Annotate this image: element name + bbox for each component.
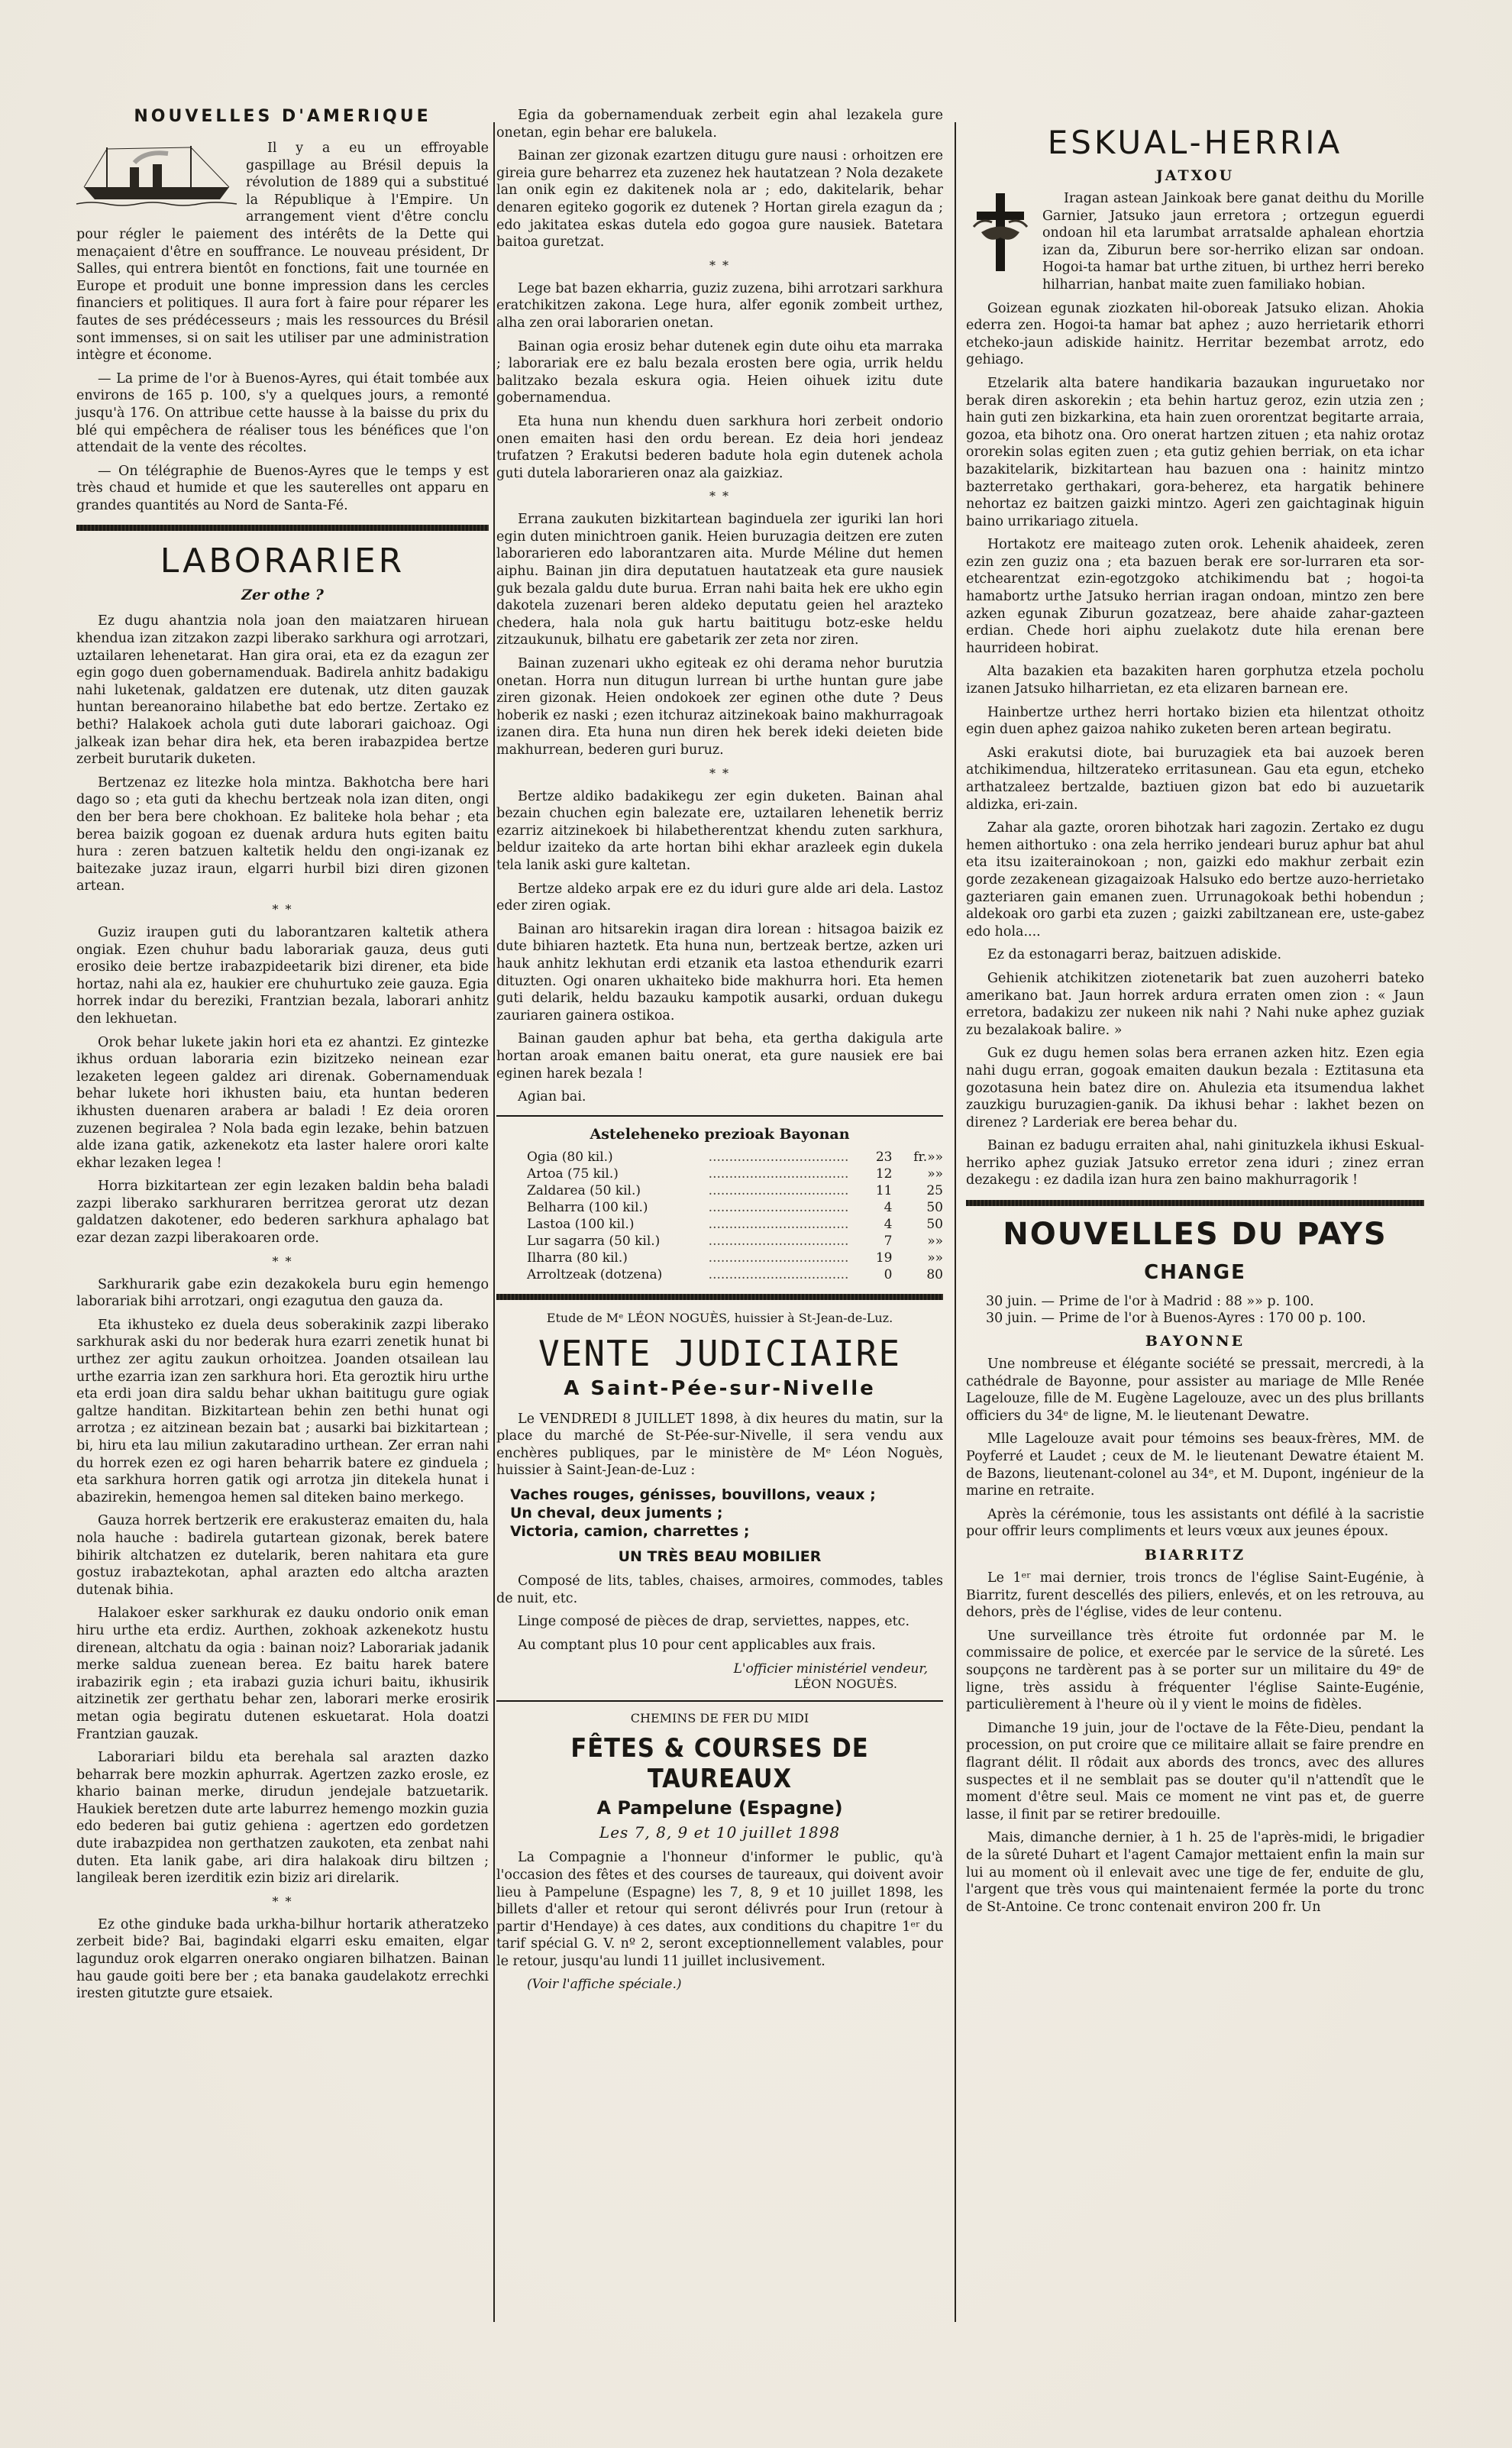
article-paragraph: Zahar ala gazte, ororen bihotzak hari zagozin. Zertako ez dugu hemen aithortuko : ona zela herriko jendeari buruz aphur bat ahul eta itsu izaiterainokoan ; non, gaizki edo makhur zerbait ezin gorde zezakenean gizagaizoak Halsuko edo bertze auzo-herrietako gazteriaren gain emanen zuen. Urrunagokoak bethi hobendun ; aldekoak oro garbi eta zuzen ; gaizki zabiltzanean ere, uste-gabez edo hola.... — [966, 820, 1424, 939]
column-middle — [496, 107, 943, 1992]
article-paragraph: Bertze aldeko arpak ere ez du iduri gure alde ari dela. Lastoz eder ziren ogiak. — [496, 881, 943, 914]
laborarier-title: LABORARIER — [160, 542, 405, 581]
article-paragraph: Etzelarik alta batere handikaria bazaukan inguruetako nor berak diren askorekin ; eta behin hartuz geroz, ezin utzia zen ; hain guti zen bizkarkina, eta hain zuen ororentzat begitarte arraia, gozoa, eta bihotz ona. Oro onerat hartzen zituen ; eta nahiz orotaz ororekin solas egiten zuen ; eta gutiz gehien berriak, on eta ichar bazakitelarik, bizkitartean hau bazuen ona : hainitz mintzo bazterretako gerthakari, gora-beherez, eta hargatik behinere nehortaz ez baitzen gaizki mintzo. Ageri zen gaichtaginak higuin baino urrikariago zituela. — [966, 375, 1424, 529]
nouvelles-paragraph-3: — On télégraphie de Buenos-Ayres que le temps y est très chaud et humide et que les sauterelles ont apparu en grandes quantités au Nord de Santa-Fé. — [76, 463, 489, 513]
steamship-icon — [76, 140, 237, 210]
vente-signature-name: LÉON NOGUÈS. — [793, 1677, 897, 1692]
section-asterism: * * — [709, 765, 731, 781]
article-paragraph: Hortakotz ere maiteago zuten orok. Lehenik ahaideek, zeren ezin zen guziz ona ; eta bazuen berak ere sor-lurraren eta sor-etchearentzat ezin-egotzgoko atchikimendu bat ; hogoi-ta hamabortz urthe Jatsuko herrian iragan ondoan, mintzo zen bere azken egunak Ziburun gozatzeaz, bere ahaide zahar-gazteen erdian. Chede hori aiphu zuelakotz dute hila erenan bere haurrideen hobirat. — [966, 537, 1424, 656]
vente-signature: L'officier ministériel vendeur, — [733, 1661, 928, 1677]
fetes-subtitle: A Pampelune (Espagne) — [596, 1797, 843, 1819]
article-paragraph: Sarkhurarik gabe ezin dezakokela buru egin hemengo laborariak bihi arrotzari, ongi ezagutua den gauza da. — [76, 1276, 489, 1310]
section-divider — [966, 1200, 1424, 1206]
change-title: CHANGE — [1144, 1261, 1246, 1285]
vente-title: VENTE JUDICIAIRE — [538, 1332, 902, 1374]
article-paragraph: Aski erakutsi diote, bai buruzagiek eta bai auzoek beren atchikimendua, hiltzerateko erritasunean. Gau eta egun, etcheko arthatzaleez bertzalde, baztiuen gizon bat edo bi auzuetarik aldizka, eri-zain. — [966, 745, 1424, 813]
column-rule-1 — [493, 122, 495, 2322]
section-divider — [76, 525, 489, 531]
article-paragraph: Lege bat bazen ekharria, guziz zuzena, bihi arrotzari sarkhura eratchikitzen zakona. Lege hura, alfer egonik zombeit urthez, alha zen orai laborarien onetan. — [496, 280, 943, 331]
article-paragraph: Guk ez dugu hemen solas bera erranen azken hitz. Ezen egia nahi dugu erran, gogoak emaiten daukun bezala : Eztitasuna eta gozotasuna hein batez dire on. Ahulezia eta itsumendua lakhet zauzkigu buruzagien-ganik. Da ikhusi behar : lakhet bezen on direnez ? Larderiak ere berea behar du. — [966, 1046, 1424, 1130]
article-paragraph: Ez dugu ahantzia nola joan den maiatzaren hiruean khendua izan zitzakon zazpi liberako sarkhura ogi arrotzari, uztailaren lehenetarat. Han gira orai, eta ez da ezagun zer egin gogo duen gobernamenduak. Badirela anhitz badakigu nahi luketenak, galdatzen ere dutenak, utz diten gauzak huntan bereanoraino hilabethe bat edo bertze. Zertako ez bethi? Halakoek achola guti dute laborari gaichoaz. Ogi jalkeak izan behar dira hek, eta beren irabazpidea bertze zerbeit burutarik duketen. — [76, 613, 489, 768]
article-paragraph: Bainan gauden aphur bat beha, eta gertha dakigula arte hortan aroak emanen baitu onerat, eta gure nausiek ere bai eginen harek bezala ! — [496, 1031, 943, 1082]
city-heading-biarritz: BIARRITZ — [1144, 1547, 1246, 1564]
mourning-cross-icon — [966, 190, 1035, 274]
article-paragraph: Alta bazakien eta bazakiten haren gorphutza etzela pocholu izanen Jatsuko hilharrietan, ez eta elizaren barnean ere. — [966, 664, 1424, 697]
eskual-herria-title: ESKUAL-HERRIA — [1047, 124, 1343, 161]
column-left — [76, 107, 489, 2009]
article-paragraph: Gehienik atchikitzen ziotenetarik bat zuen auzoherri bateko amerikano bat. Jaun horrek ardura erraten omen zion : « Jaun erretora, badakizu zer nukeen nik nahi ? Nahi nuke aphez guziak zu bezalakoak balire. » — [966, 970, 1424, 1038]
divider — [496, 1115, 943, 1117]
article-paragraph: Halakoer esker sarkhurak ez dauku ondorio onik eman hiru urthe eta erdiz. Aurthen, zokhoak azkenekotz hustu direnean, altchatu da ogia : bainan noiz? Laborariak jadanik merke saldua zuenean berea. Ez baitu harek batere irabazirik egin ; eta irabazi guzia ichuri baitu, ikhusirik aitzinetik zer gerthatu behar zen, laborari merke erosirik metan ogia begiratu dutenen eskuetarat. Hola doatzi Frantzian gauzak. — [76, 1606, 489, 1742]
section-asterism: * * — [272, 901, 293, 917]
etude-header: Etude de Mᵉ LÉON NOGUÈS, huissier à St-Jean-de-Luz. — [546, 1310, 893, 1325]
article-paragraph: Ez othe ginduke bada urkha-bilhur hortarik atheratzeko zerbeit bide? Bai, bagindaki elgarri esku emaiten, elgar lagunduz orok elgarren onerako ongiaren bilhatzen. Bainan hau gaude goiti bere ber ; eta banaka gaudelakotz errechki iresten gitutzte gure etsaiek. — [76, 1916, 489, 2002]
fetes-date: Les 7, 8, 9 et 10 juillet 1898 — [599, 1823, 841, 1842]
article-paragraph: Le 1ᵉʳ mai dernier, trois troncs de l'église Saint-Eugénie, à Biarritz, furent descellés des piliers, enlevés, et on les retrouva, au dehors, près de l'église, vides de leur contenu. — [966, 1570, 1424, 1621]
article-paragraph: Laborariari bildu eta berehala sal arazten dazko beharrak bere mozkin aphurrak. Agertzen zazko erosle, ez khario bainan merke, dirudun jendejale batzuetarik. Haukiek beretzen dute arte laburrez hemengo mozkin guzia edo bederen bai gutiz gehiena : agertzen edo gordetzen dute irabazpidea non gerthatzen zaukoten, eta zenbat nahi duten. Eta lanik gabe, ari dira halakoak diru biltzen ; langileak beren izerditik ezin biziz ari direlarik. — [76, 1750, 489, 1887]
fetes-title: FÊTES & COURSES DE TAUREAUX — [570, 1733, 869, 1795]
laborarier-subtitle: Zer othe ? — [241, 587, 324, 604]
article-paragraph: Bainan ez badugu erraiten ahal, nahi ginituzkela ikhusi Eskual-herriko aphez guziak Jatsuko erretor zena iduri ; zinez erran dezakegu : ez dadila izan hura zen baino makhurragorik ! — [966, 1138, 1424, 1188]
article-paragraph: Horra bizkitartean zer egin lezaken baldin beha baladi zazpi liberako sarkhuraren berritzea gerorat utz dezan galdatzen dakotener, edo bederen sarkhura aphalago bat ezar dezan zazpi liberakoaren orde. — [76, 1179, 489, 1247]
article-paragraph: Bainan zuzenari ukho egiteak ez ohi derama nehor burutzia onetan. Horra nun ditugun lurrean bi urthe huntan gure jabe ziren gizonak. Heien ondokoek zer eginen othe dute ? Deus hoberik ez naski ; ezen itchuraz aitzinekoak baino makhurragoak izanen dira. Eta huna nun diren hek berek ideki deieten bide makhurrean, bederen guri buruz. — [496, 656, 943, 758]
article-paragraph: Mlle Lagelouze avait pour témoins ses beaux-frères, MM. de Poyferré et Laudet ; ceux de M. le lieutenant Dewatre étaient M. de Bazons, lieutenant-colonel au 34ᵉ, et M. Dupont, ingénieur de la marine en retraite. — [966, 1431, 1424, 1499]
price-row: Lur sagarra (50 kil.) .................................. 7 »» — [527, 1233, 943, 1249]
article-paragraph: Bainan zer gizonak ezartzen ditugu gure nausi : orhoitzen ere gireia gure beharrez eta zuzenez hek hautatzean ? Nola dezakete lan onik egin ez dakitenek nola ar ; edo, dakitelarik, behar denaren egiteko gogorik ez dutenek ? Hortan girela ezagun da ; edo jakitatea eskas dutela edo gogoa gure nausiek. Batetara baitoa guretzat. — [496, 148, 943, 251]
article-paragraph: Orok behar lukete jakin hori eta ez ahantzi. Ez gintezke ikhus orduan laboraria ezin bizitzeko neinean ezar lezaketen legeen galdez ari direnak. Gobernamenduak behar lukete hori ikhusten baiu, eta huntan bederen ikhusten duenaren arabera ar baladi ! Ez deia ororen zuzenen begiralea ? Nola bada egin lezake, behin batzuen alde izana gatik, azkenekotz eta laster halere orori kalte ekhar lezaken legea ! — [76, 1034, 489, 1171]
price-table — [496, 1149, 943, 1283]
article-paragraph: Mais, dimanche dernier, à 1 h. 25 de l'après-midi, le brigadier de la sûreté Duhart et l'agent Camajor mettaient enfin la main sur lui au moment où il enlevait avec une tige de fer, enduite de glu, l'argent que très vous qui maintenaient fermée la porte du tronc de St-Antoine. Ce tronc contenait environ 200 fr. Un — [966, 1830, 1424, 1915]
vente-paragraph: Composé de lits, tables, chaises, armoires, commodes, tables de nuit, etc. — [496, 1573, 943, 1606]
mobilier-heading: UN TRÈS BEAU MOBILIER — [618, 1548, 822, 1566]
vente-item: Vaches rouges, génisses, bouvillons, veaux ; — [510, 1486, 876, 1504]
article-paragraph: Iragan astean Jainkoak bere ganat deithu du Morille Garnier, Jatsuko jaun erretora ; ortzegun eguerdi ondoan hil eta larumbat arratsalde aphalean ehortzia izan da, Ziburun bere sor-herriko elizan sar ondoan. Hogoi-ta hamar bat urthe zituen, bi urthez herri bereko hilharrian, hanbat maite zuen familiako hobian. — [1042, 191, 1424, 293]
article-paragraph: Errana zaukuten bizkitartean baginduela zer iguriki lan hori egin duten minichtroen ganik. Heien buruzagia deitzen ere zuten laborarieren edo laborantzaren aita. Murde Méline dut hemen aiphu. Bainan jin dira deputatuen hautatzeak eta gure nausiek guk bezala galdu dute burua. Erran nahi baita hek ere ukho egin dakotela zuzenari beren aldeko deputatu geien hel arazteko chedera, hala nola guk hartu baititugu botz-eske heldu zitzaukunuk, bilhatu ere gabetarik zer zeta nor ziren. — [496, 512, 943, 648]
price-row: Ogia (80 kil.) .................................. 23 fr.»» — [527, 1149, 943, 1165]
article-paragraph: Après la cérémonie, tous les assistants ont défilé à la sacristie pour offrir leurs compliments et leurs vœux aux jeunes époux. — [966, 1506, 1424, 1540]
article-paragraph: Une nombreuse et élégante société se pressait, mercredi, à la cathédrale de Bayonne, pour assister au mariage de Mlle Renée Lagelouze, fille de M. Eugène Lagelouze, avec un des plus brillants officiers du 34ᵉ de ligne, M. le lieutenant Dewatre. — [966, 1357, 1424, 1424]
section-divider — [496, 1294, 943, 1300]
prices-title: Asteleheneko prezioak Bayonan — [590, 1125, 850, 1143]
city-heading-bayonne: BAYONNE — [1145, 1333, 1245, 1350]
price-row: Artoa (75 kil.) .................................. 12 »» — [527, 1166, 943, 1182]
section-asterism: * * — [272, 1253, 293, 1269]
city-heading-jatxou: JATXOU — [1155, 167, 1235, 184]
fetes-note: (Voir l'affiche spéciale.) — [527, 1976, 682, 1992]
article-paragraph: Une surveillance très étroite fut ordonnée par M. le commissaire de police, et exercée par le service de la sûreté. Les soupçons ne tardèrent pas à se porter sur un militaire du 49ᵉ de ligne, très assidu à fréquenter l'église Sainte-Eugénie, particulièrement à l'heure où il y vient le moins de fidèles. — [966, 1628, 1424, 1713]
article-paragraph: Hainbertze urthez herri hortako bizien eta hilentzat othoitz egin duen aphez gaizoa nahiko zuketen beren artean begiratu. — [966, 704, 1424, 738]
nouvelles-amerique-title: NOUVELLES D'AMERIQUE — [134, 107, 431, 126]
fetes-paragraph: La Compagnie a l'honneur d'informer le public, qu'à l'occasion des fêtes et des courses de taureaux, qui doivent avoir lieu à Pampelune (Espagne) les 7, 8, 9 et 10 juillet 1898, les billets d'aller et retour qui seront délivrés pour Irun (retour à partir d'Hendaye) à ces dates, aux conditions du chapitre 1ᵉʳ du tarif spécial G. V. nº 2, seront exceptionnellement valables, pour le retour, jusqu'au lundi 11 juillet inclusivement. — [496, 1850, 943, 1969]
column-right — [966, 107, 1424, 1922]
price-row: Belharra (100 kil.) .................................. 4 50 — [527, 1199, 943, 1215]
section-asterism: * * — [709, 257, 731, 273]
nouvelles-paragraph-2: — La prime de l'or à Buenos-Ayres, qui était tombée aux environs de 165 p. 100, s'y a quelques jours, a remonté jusqu'à 176. On attribue cette hausse à la baisse du prix du blé qui empêchera de réaliser tous les bénéfices que l'on attendait de la vente des récoltes. — [76, 370, 489, 456]
change-line: 30 juin. — Prime de l'or à Buenos-Ayres : 170 00 p. 100. — [986, 1311, 1366, 1327]
divider — [496, 1700, 943, 1702]
nouvelles-paragraph-1: Il y a eu un effroyable gaspillage au Brésil depuis la révolution de 1889 qui a substitué la République à l'Empire. Un arrangement vient d'être conclu pour régler le paiement des intérêts de la Dette qui menaçaient d'être en souffrance. Le nouveau président, Dr Salles, qui entrera bientôt en fonctions, fait une tournée en Europe et produit une bonne impression dans les cercles financiers et politiques. Il aura fort à faire pour réparer les fautes de ses prédécesseurs ; mais les ressources du Brésil sont immenses, si on sait les utiliser par une administration intègre et économe. — [76, 141, 489, 364]
vente-item: Victoria, camion, charrettes ; — [510, 1523, 750, 1541]
vente-paragraph: Linge composé de pièces de drap, serviettes, nappes, etc. — [518, 1614, 910, 1630]
article-paragraph: Bertze aldiko badakikegu zer egin duketen. Bainan ahal bezain chuchen egin balezate ere, uztailaren lehenetik berriz ezarriz aitzinekoek bi hilabetherentzat khendu zuten sarkhura, beldur izaiteko da arte hortan bihi ekhar arazleek egin dukela tela lanik aski gure kaltetan. — [496, 788, 943, 873]
article-paragraph: Bainan aro hitsarekin iragan dira lorean : hitsagoa baizik ez dute bihiaren haztetk. Eta huna nun, bertzeak bertze, azken uri hauk anhitz lekhutan erdi etzanik eta lastoa ethendurik ezarri dituzten. Ogi onaren ukhaiteko bide makhurra hori. Eta hemen guti delarik, heldu bazauku kampotik ausarki, orduan dukegu zauriaren gainera ostikoa. — [496, 921, 943, 1024]
article-paragraph: Egia da gobernamenduak zerbeit egin ahal lezakela gure onetan, egin behar ere balukela. — [496, 108, 943, 141]
nouvelles-du-pays-title: NOUVELLES DU PAYS — [1003, 1217, 1388, 1253]
article-paragraph: Eta ikhusteko ez duela deus soberakinik zazpi liberako sarkhurak aski du nor bederak hura ezarri zenetik hunat bi urthez zer agitu zaukun orhoitzea. Joanden otsailean lau urthe ezarria izan zen sarkhura hori. Eta geroztik hiru urthe eta erdi joan dira saldu behar ukhan baititugu gure ogiak galtze handitan. Bizkitartean behin zen bethi hunat ogi arrotza ; ez aitzinean bezain bat ; ausarki bai bizkitartean ; bi, hiru eta lau miliun zakutaradino urthean. Zer erran nahi du horrek ezen ez ogi haren beharrik batere ez ginduela ; eta sarkhura horren gatik ogi arrotza jin ditekela hunat i abazirekin, hemengoa hemen sal diteken baino merkego. — [76, 1317, 489, 1505]
article-paragraph: Guziz iraupen guti du laborantzaren kaltetik athera ongiak. Ezen chuhur badu laborariak gauza, deus guti erosiko deie bertze irabazpideetarik bizi direner, eta bide hortaz, nahi ala ez, haukier ere chuhurtuko zeie gauza. Egia horrek indar du bereziki, Frantzian bezala, laborari anhitz den lekhuetan. — [76, 924, 489, 1027]
vente-paragraph: Au comptant plus 10 pour cent applicables aux frais. — [518, 1637, 876, 1653]
vente-paragraph: Le VENDREDI 8 JUILLET 1898, à dix heures du matin, sur la place du marché de St-Pée-sur-Nivelle, il sera vendu aux enchères publiques, par le ministère de Mᵉ Léon Noguès, huissier à Saint-Jean-de-Luz : — [496, 1411, 943, 1479]
chemins-header: CHEMINS DE FER DU MIDI — [630, 1711, 809, 1726]
article-paragraph: Eta huna nun khendu duen sarkhura hori zerbeit ondorio onen emaiten hasi den ordu berean. Ez deia hori jendeaz trufatzen ? Erakutsi bederen badute hola egin dutenek achola guti dutela laborarieren onaz ala gaizkiaz. — [496, 413, 943, 481]
section-asterism: * * — [709, 489, 731, 504]
article-paragraph: Dimanche 19 juin, jour de l'octave de la Fête-Dieu, pendant la procession, on put croire que ce militaire allait se faire prendre en flagrant délit. Il rôdait aux abords des troncs, avec des allures suspectes et il ne semblait pas se douter qu'il n'attendît que le moment d'être seul. Mais ce moment ne vint pas et, de guerre lasse, il finit par se retirer bredouille. — [966, 1720, 1424, 1822]
price-row: Zaldarea (50 kil.) .................................. 11 25 — [527, 1182, 943, 1198]
change-line: 30 juin. — Prime de l'or à Madrid : 88 »» p. 100. — [986, 1294, 1314, 1310]
vente-subtitle: A Saint-Pée-sur-Nivelle — [564, 1376, 876, 1400]
article-paragraph: Bainan ogia erosiz behar dutenek egin dute oihu eta marraka ; laborariak ere ez balu bezala erosten bere ogia, urrik heldu balitzako bezala eskura ogia. Heien oihuek izitu dute gobernamendua. — [496, 338, 943, 406]
article-paragraph: Goizean egunak ziozkaten hil-oboreak Jatsuko elizan. Ahokia ederra zen. Hogoi-ta hamar bat aphez ; auzo herrietarik ethorri etcheko-jaun adiskide hainitz. Herritar bezembat arrotz, edo gehiago. — [966, 300, 1424, 368]
section-asterism: * * — [272, 1893, 293, 1909]
article-paragraph: Gauza horrek bertzerik ere erakusteraz emaiten du, hala nola hauche : badirela gutartean gizonak, berek batere bihirik altchatzen ez dutelarik, beren nahitara eta gure gostuz irabaztekotan, aphal arazten edo altcha arazten dutenak bihia. — [76, 1513, 489, 1598]
price-row: Lastoa (100 kil.) .................................. 4 50 — [527, 1216, 943, 1232]
article-paragraph: Ez da estonagarri beraz, baitzuen adiskide. — [987, 947, 1282, 963]
column-rule-2 — [955, 122, 956, 2322]
article-paragraph: Agian bai. — [518, 1089, 586, 1105]
price-row: Ilharra (80 kil.) .................................. 19 »» — [527, 1250, 943, 1266]
vente-item: Un cheval, deux juments ; — [510, 1505, 723, 1522]
price-row: Arroltzeak (dotzena) .................................. 0 80 — [527, 1266, 943, 1282]
article-paragraph: Bertzenaz ez litezke hola mintza. Bakhotcha bere hari dago so ; eta guti da khechu bertzeak nola izan diten, ongi den ber bera bere chokhoan. Ez baliteke hola behar ; eta berea baizik gogoan ez duenak ardura huts egiten baitu hura : zeren batzuen kaltetik heldu den ongi-izanak ez baitezake juzaz iraun, elgarri hurbil bizi diren gizonen artean. — [76, 774, 489, 894]
